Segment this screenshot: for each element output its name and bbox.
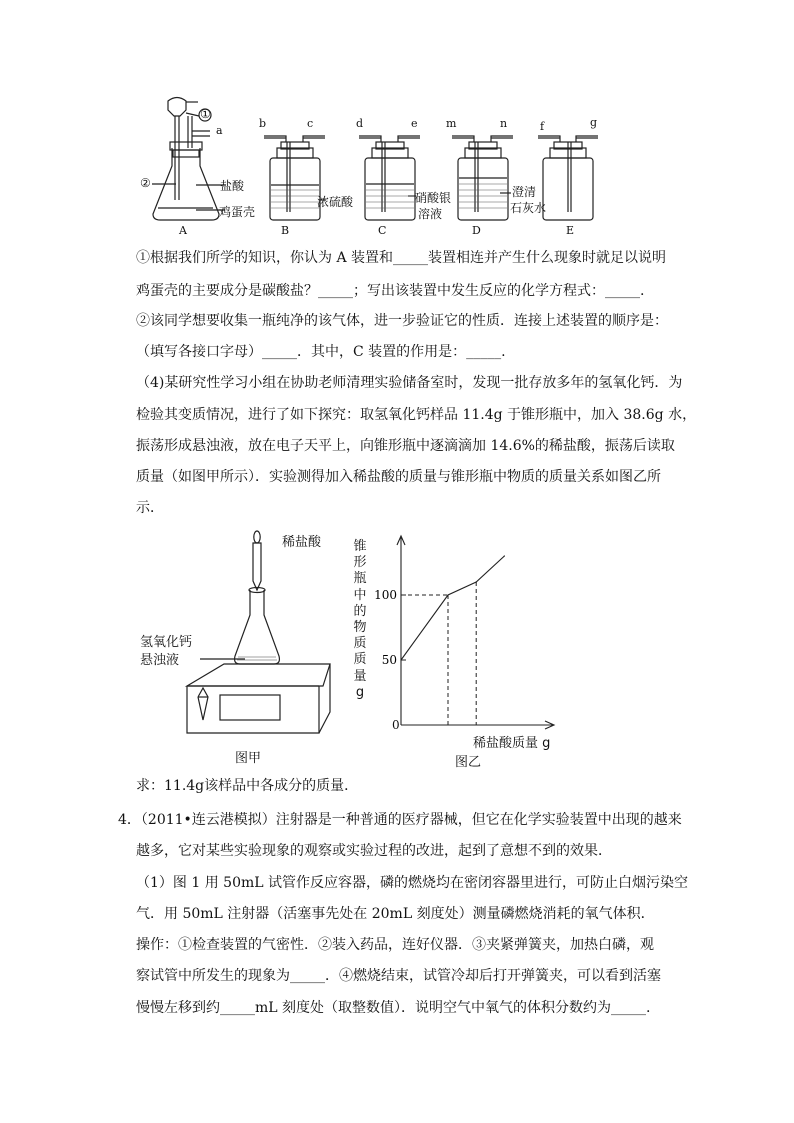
port-d-label: d (356, 117, 364, 130)
question-4-line-6: 察试管中所发生的现象为_____．④燃烧结束，试管冷却后打开弹簧夹，可以看到活塞 (136, 968, 661, 984)
suspension-label-line1: 氢氧化钙 (140, 635, 193, 650)
y-label-char: 质 (353, 652, 367, 668)
port-a-label: a (216, 124, 223, 137)
dropper-label: 稀盐酸 (282, 535, 322, 550)
port-f-label: f (540, 120, 545, 133)
paragraph-4-line-4: 质量（如图甲所示）．实验测得加入稀盐酸的质量与锥形瓶中物质的质量关系如图乙所 (136, 469, 661, 485)
series-line (401, 556, 504, 660)
question-4-line-4: 气．用 50mL 注射器（活塞事先处在 20mL 刻度处）测量磷燃烧消耗的氧气体积． (136, 906, 655, 922)
paragraph-4-line-2: 检验其变质情况，进行了如下探究：取氢氧化钙样品 11.4g 于锥形瓶中，加入 38.6g 水， (136, 407, 697, 423)
limewater-label-line2: 石灰水 (510, 201, 547, 215)
point-1-label: ① (200, 107, 211, 121)
y-label-char: 量 (353, 668, 367, 684)
paragraph-4-line-5: 示． (136, 500, 164, 516)
question-4-line-1: 4．（2011•连云港模拟）注射器是一种普通的医疗器械，但它在化学实验装置中出现的越来 (118, 812, 682, 828)
port-b-label: b (259, 117, 267, 130)
y-label-char: 物 (353, 620, 367, 636)
question-4-line-5: 操作：①检查装置的气密性．②装入药品，连好仪器．③夹紧弹簧夹，加热白磷，观 (136, 937, 654, 953)
y-label-char: 形 (353, 555, 367, 571)
device-b-tag: B (281, 224, 290, 237)
paragraph-4-line-3: 振荡形成悬浊液，放在电子天平上，向锥形瓶中逐滴滴加 14.6%的稀盐酸，振荡后读取 (136, 438, 675, 454)
port-n-label: n (500, 117, 508, 130)
device-c-tag: C (378, 224, 387, 237)
device-d-tag: D (472, 224, 481, 237)
port-e-label: e (411, 117, 418, 130)
question-1-line-1: ①根据我们所学的知识，你认为 A 装置和_____装置相连并产生什么现象时就足以说明 (136, 250, 667, 266)
y-tick-label: 100 (374, 588, 397, 602)
question-2-line-2: （填写各接口字母）_____．其中，C 装置的作用是：_____. (136, 344, 506, 360)
h2so4-label: 浓硫酸 (317, 195, 354, 209)
question-2-line-1: ②该同学想要收集一瓶纯净的该气体，进一步验证它的性质．连接上述装置的顺序是： (136, 313, 668, 329)
limewater-label-line1: 澄清 (512, 185, 537, 199)
agno3-label-line1: 硝酸银 (415, 191, 452, 205)
question-1-line-2: 鸡蛋壳的主要成分是碳酸盐？_____；写出该装置中发生反应的化学方程式：_____. (136, 283, 645, 299)
point-2-label: ② (140, 176, 151, 190)
port-c-label: c (307, 117, 314, 130)
y-label-char: 锥 (353, 539, 367, 554)
x-axis-label: 稀盐酸质量 g (473, 736, 551, 751)
port-m-label: m (446, 117, 457, 130)
port-g-label: g (590, 116, 598, 129)
y-label-char: 中 (353, 587, 367, 603)
y-label-char: 的 (353, 603, 367, 619)
question-4-line-3: （1）图 1 用 50mL 试管作反应容器，磷的燃烧均在密闭容器里进行，可防止白烟污染空 (136, 875, 688, 891)
figure-yi-caption: 图乙 (455, 755, 482, 770)
y-label-char: 质 (353, 636, 367, 652)
paragraph-4-line-1: （4)某研究性学习小组在协助老师清理实验储备室时，发现一批存放多年的氢氧化钙．为 (136, 375, 683, 391)
hcl-label: 盐酸 (220, 179, 245, 193)
device-a-tag: A (179, 224, 187, 237)
agno3-label-line2: 溶液 (418, 207, 443, 221)
suspension-label-line2: 悬浊液 (140, 653, 180, 668)
y-label-char: g (355, 684, 365, 700)
eggshell-label: 鸡蛋壳 (219, 205, 256, 219)
y-tick-label: 50 (381, 653, 397, 667)
figure-jia-caption: 图甲 (235, 751, 262, 766)
question-4-line-2: 越多，它对某些实验现象的观察或实验过程的改进，起到了意想不到的效果． (136, 843, 612, 859)
y-label-char: 瓶 (353, 571, 367, 587)
origin-label: 0 (392, 718, 400, 732)
ask-line: 求：11.4g该样品中各成分的质量． (136, 778, 359, 794)
question-4-line-7: 慢慢左移到约_____mL 刻度处（取整数值）．说明空气中氧气的体积分数约为_____. (136, 1000, 651, 1016)
device-e-tag: E (566, 224, 575, 237)
data-point (504, 555, 505, 556)
data-point (400, 659, 401, 660)
